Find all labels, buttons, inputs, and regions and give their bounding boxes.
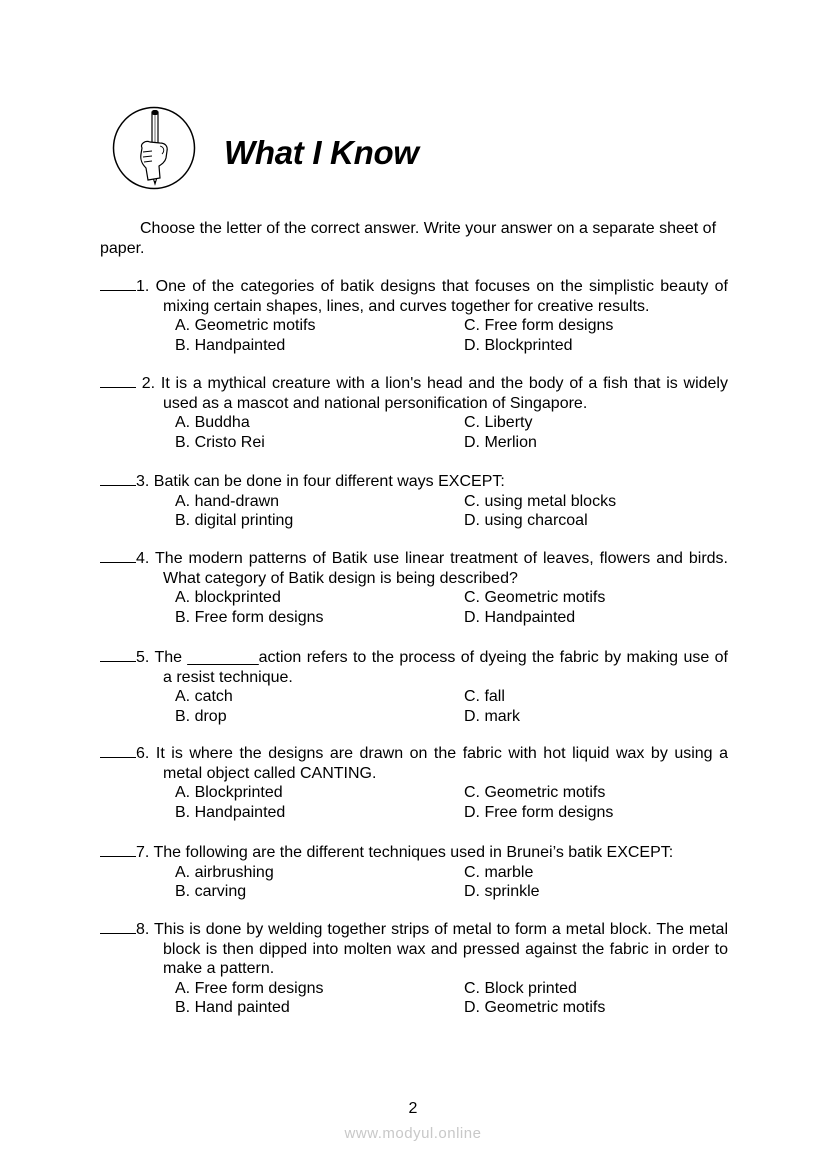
choice-b: B. Handpainted [175,803,286,821]
question-stem: 8. This is done by welding together strips of metal to form a metal block. The metal block is then dipped into molten wax and pressed against the fabric in order to make a pattern. [100,919,728,979]
instructions-text: Choose the letter of the correct answer. Write your answer on a separate sheet of paper. [100,220,717,257]
choice-d: D. using charcoal [464,512,588,529]
choice-b: B. Cristo Rei [175,433,265,451]
choices [175,492,728,531]
choice-c: C. using metal blocks [464,492,617,510]
question-stem: 3. Batik can be done in four different ways EXCEPT: [100,471,728,492]
question-stem: 4. The modern patterns of Batik use linear treatment of leaves, flowers and birds. What category of Batik design is being described? [100,548,728,588]
page-title: What I Know [224,134,419,171]
question-8 [100,919,728,1018]
question-1 [100,276,728,355]
choice-d: D. mark [464,707,520,725]
choice-a: A. Geometric motifs [175,317,316,334]
question-2 [100,373,728,452]
choice-d: D. Handpainted [464,608,576,626]
question-3 [100,471,728,531]
choice-d: D. Blockprinted [464,336,573,354]
choices [175,316,728,355]
answer-blank[interactable] [100,743,136,758]
choice-c: C. Free form designs [464,317,614,334]
choice-b: B. carving [175,883,247,900]
question-stem: 2. It is a mythical creature with a lion's head and the body of a fish that is widely used as a mascot and national personification of Singapore. [100,373,728,413]
choice-c: C. Block printed [464,979,577,997]
answer-blank[interactable] [100,919,136,934]
choice-c: C. Geometric motifs [464,784,606,801]
answer-blank[interactable] [100,471,136,486]
choices [175,588,728,627]
question-stem: 1. One of the categories of batik designs that focuses on the simplistic beauty of mixing certain shapes, lines, and curves together for creative results. [100,276,728,316]
choice-d: D. Geometric motifs [464,999,606,1016]
choice-c: C. fall [464,688,505,705]
answer-blank[interactable] [100,276,136,291]
question-6 [100,743,728,822]
choice-a: A. Free form designs [175,979,324,997]
choices [175,863,728,902]
choice-a: A. Blockprinted [175,784,283,801]
choices [175,979,728,1018]
question-5 [100,647,728,726]
choice-d: D. sprinkle [464,883,540,900]
answer-blank[interactable] [100,842,136,857]
answer-blank[interactable] [100,548,136,563]
question-stem: 6. It is where the designs are drawn on the fabric with hot liquid wax by using a metal object called CANTING. [100,743,728,783]
choices [175,783,728,822]
choice-c: C. Liberty [464,414,533,431]
choices [175,413,728,452]
choice-d: D. Free form designs [464,803,614,821]
choice-a: A. hand-drawn [175,492,280,510]
answer-blank[interactable] [100,373,136,388]
watermark: www.modyul.online [344,1125,482,1142]
choice-d: D. Merlion [464,433,537,451]
question-stem: 7. The following are the different techniques used in Brunei’s batik EXCEPT: [100,842,728,863]
choice-c: C. Geometric motifs [464,589,606,606]
choice-a: A. Buddha [175,414,250,431]
choice-a: A. catch [175,688,233,705]
choice-b: B. drop [175,707,227,725]
choice-a: A. airbrushing [175,863,274,881]
choice-b: B. Handpainted [175,336,286,354]
choice-b: B. Free form designs [175,608,324,626]
choices [175,687,728,726]
choice-b: B. Hand painted [175,999,290,1016]
question-7 [100,842,728,902]
choice-a: A. blockprinted [175,589,281,606]
page-number: 2 [408,1100,418,1117]
answer-blank[interactable] [100,647,136,662]
hand-holding-pencil-icon [112,106,196,190]
choice-b: B. digital printing [175,512,294,529]
choice-c: C. marble [464,863,534,881]
question-stem: 5. The ________action refers to the process of dyeing the fabric by making use of a resist technique. [100,647,728,687]
question-4 [100,548,728,627]
